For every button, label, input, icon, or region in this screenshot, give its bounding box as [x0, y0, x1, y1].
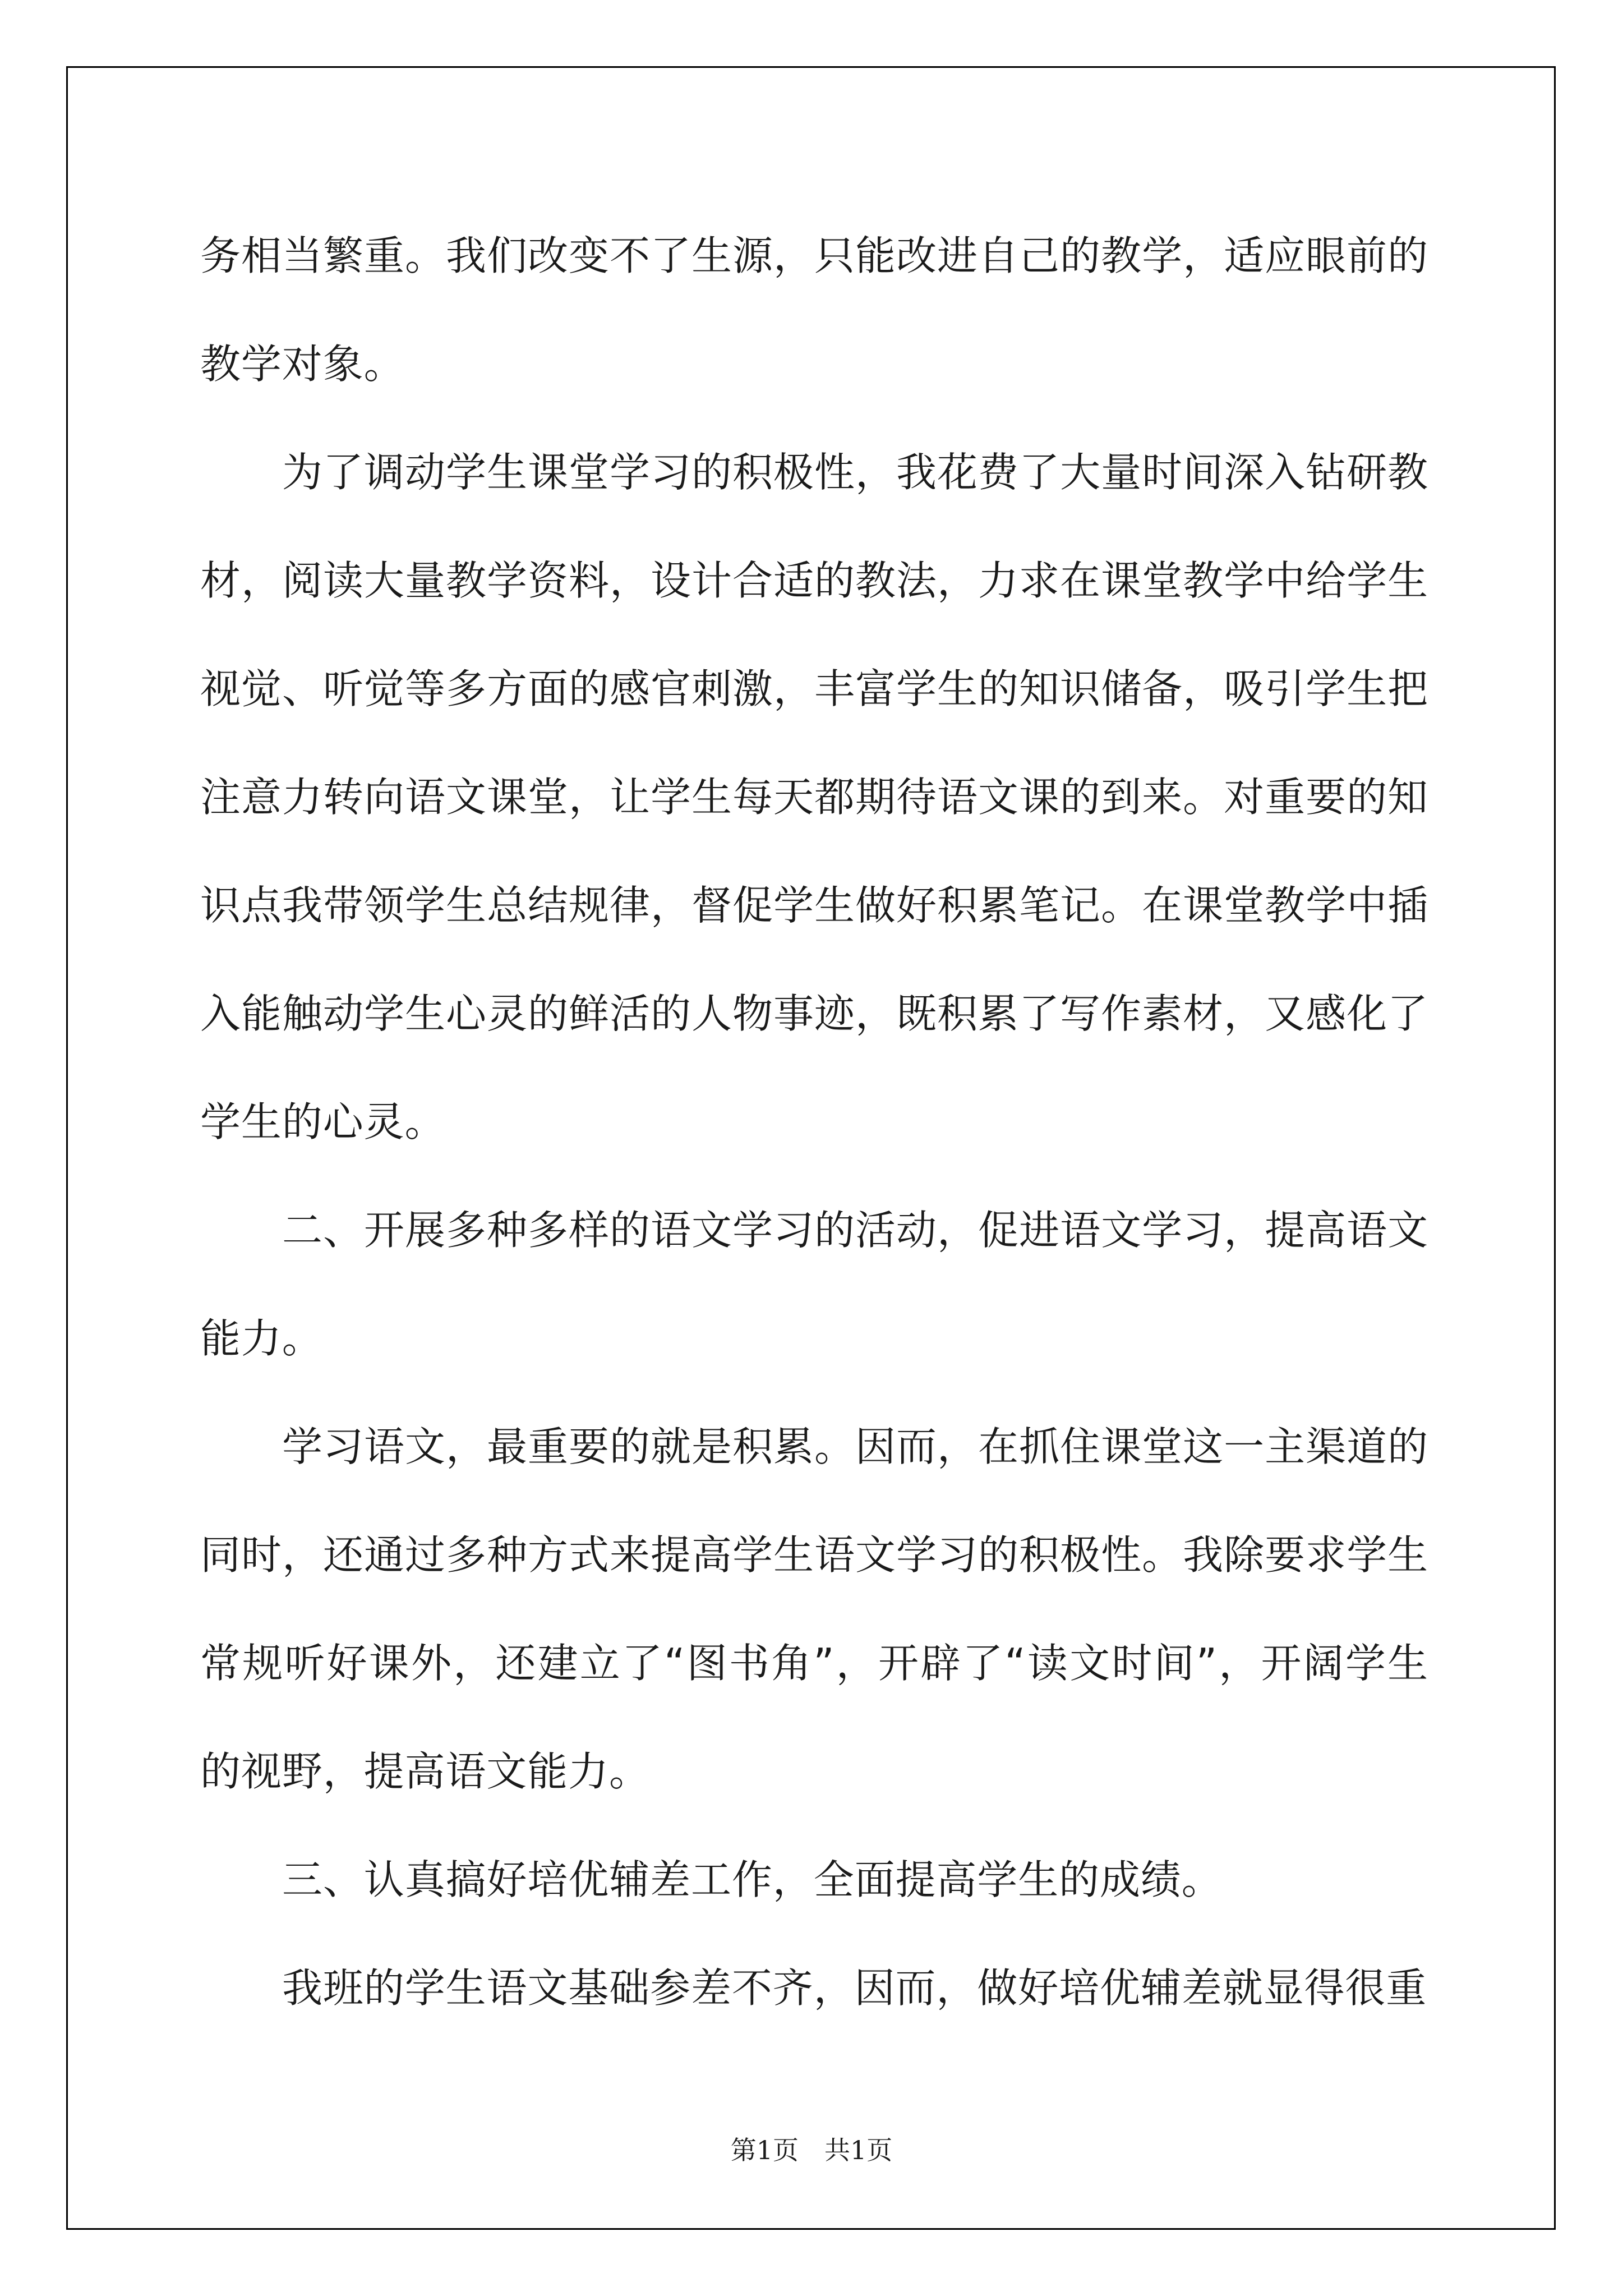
paragraph-5-heading: 三、认真搞好培优辅差工作，全面提高学生的成绩。: [282, 1856, 1223, 1903]
paragraph-3-heading: 二、开展多种多样的语文学习的活动，促进语文学习，提高语文能力。: [200, 1207, 1428, 1362]
paragraph-6: 我班的学生语文基础参差不齐，因而，做好培优辅差就显得很重: [282, 1964, 1427, 2012]
paragraph-4: 学习语文，最重要的就是积累。因而，在抓住课堂这一主渠道的同时，还通过多种方式来提高学生语文学习的积极性。我除要求学生常规听好课外，还建立了“图书角”，开辟了“读文时间”，开阔学生的视野，提高语文能力。: [200, 1423, 1428, 1795]
paragraph-1: 务相当繁重。我们改变不了生源，只能改进自己的教学，适应眼前的教学对象。: [200, 232, 1428, 388]
document-body: [200, 202, 1428, 2042]
paragraph-2: 为了调动学生课堂学习的积极性，我花费了大量时间深入钻研教材，阅读大量教学资料，设计合适的教法，力求在课堂教学中给学生视觉、听觉等多方面的感官刺激，丰富学生的知识储备，吸引学生把注意力转向语文课堂，让学生每天都期待语文课的到来。对重要的知识点我带领学生总结规律，督促学生做好积累笔记。在课堂教学中插入能触动学生心灵的鲜活的人物事迹，既积累了写作素材，又感化了学生的心灵。: [200, 449, 1428, 1145]
page-footer: 第1页 共1页: [730, 2135, 893, 2165]
